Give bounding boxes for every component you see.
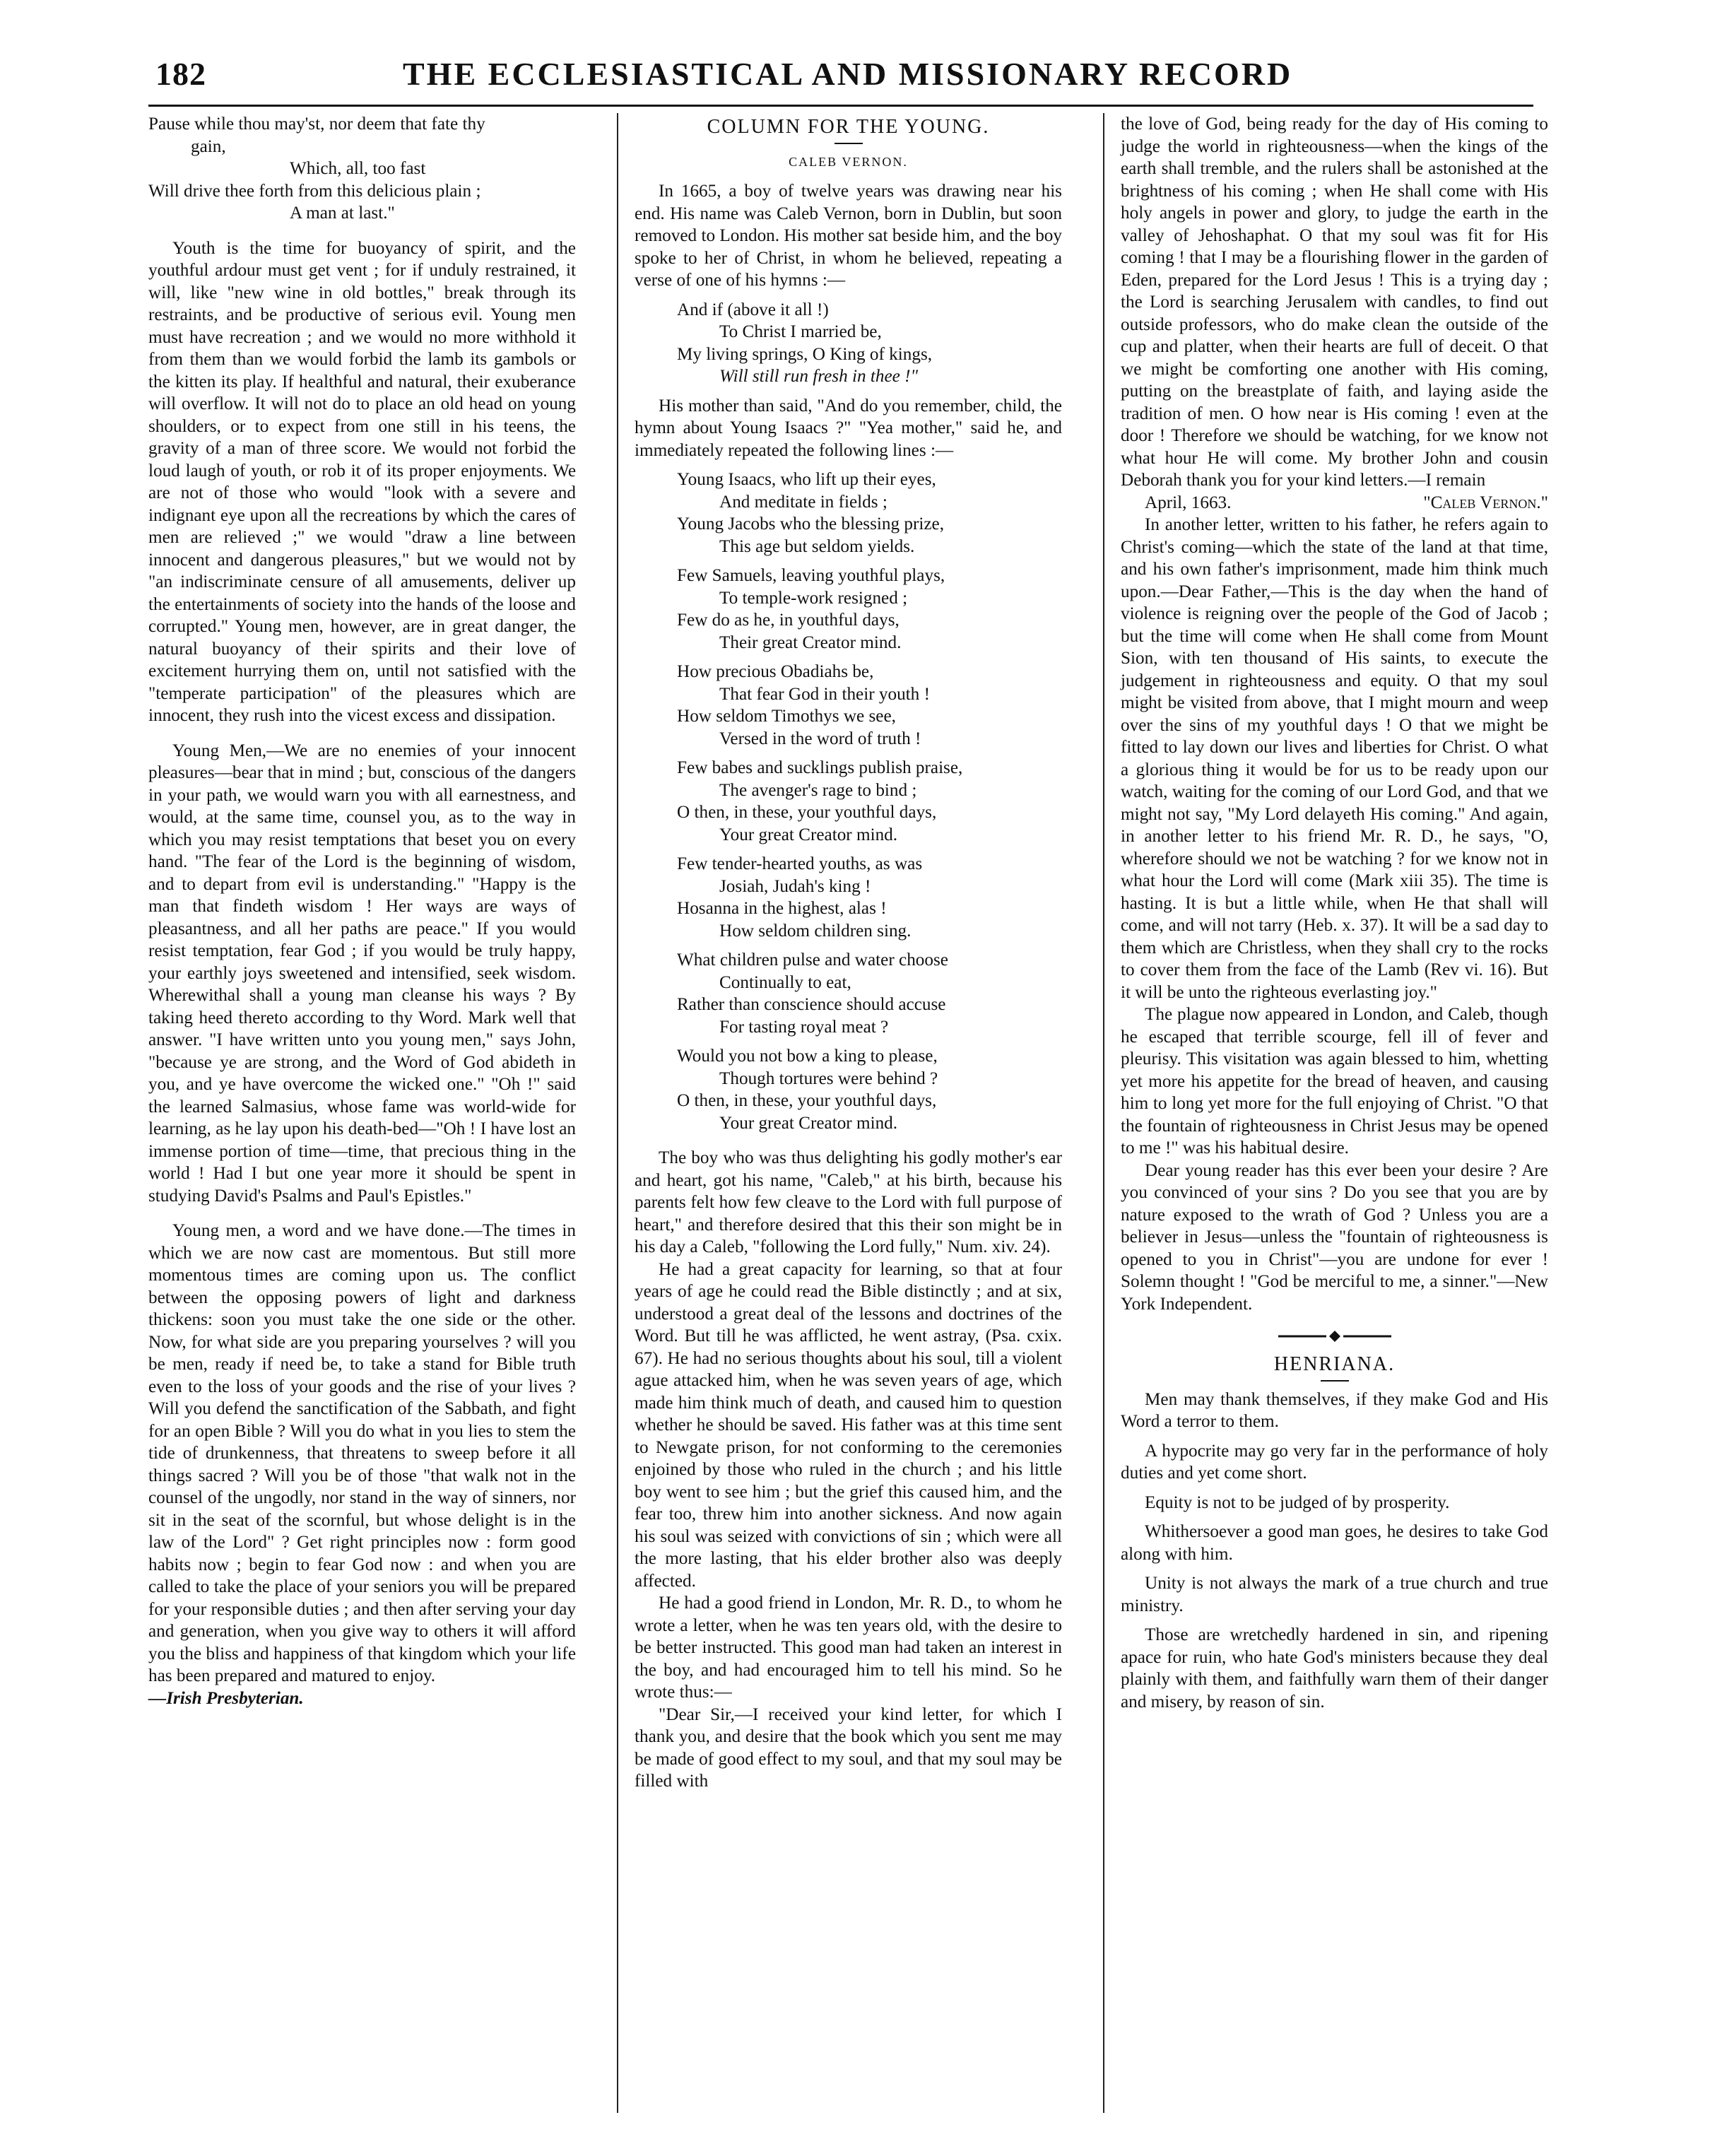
column-3 — [1121, 113, 1548, 1713]
paragraph: He had a good friend in London, Mr. R. D., to whom he wrote a letter, when he was ten years old, with the desire to be better instructed. This good man had taken an interest in the boy, and had encouraged him to tell his mind. So he wrote thus:— — [635, 1594, 1062, 1702]
verse-line: How precious Obadiahs be, — [677, 662, 874, 681]
verse-line: Pause while thou may'st, nor deem that fate thy — [148, 114, 485, 134]
verse-line: Though tortures were behind ? — [719, 1068, 938, 1088]
hymn-verse — [677, 299, 1062, 388]
title-dash — [835, 143, 863, 144]
verse-line: Continually to eat, — [719, 972, 851, 992]
verse-line: Hosanna in the highest, alas ! — [677, 899, 887, 918]
title-dash — [1321, 1380, 1349, 1382]
paragraph: In another letter, written to his father, he refers again to Christ's coming—which the state of the land at that time, and his own father's imprisonment, made him think much upon.—Dear Father,—This is the day when the hand of violence is reigning over the people of the God of Jacob ; but the time will come when He shall come from Mount Sion, with ten thousand of His saints, to execute the judgement in righteousness and equity. O that my soul might be visited from above, that I might mourn and weep over the sins of my youthful days ! O that we might be fitted to lay down our lives and liberties for Christ. O what a glorious thing it would be for us to be ready upon our watch, waiting for the coming of our Lord God, and that we might not say, "My Lord delayeth His coming." And again, in another letter to his friend Mr. R. D., he says, "O, wherefore should we not be watching ? for we know not in what hour the Lord will come (Mark xiii 35). The time is hasting. It is but a little while, when He that shall will come, and will not tarry (Heb. x. 37). It will be a sad day to them which are Christless, when they shall cry to the rocks to cover them from the face of the Lamb (Rev vi. 16). But it will be unto the righteous everlasting joy." — [1121, 515, 1548, 1002]
verse-line: Few Samuels, leaving youthful plays, — [677, 566, 945, 585]
section-title: COLUMN FOR THE YOUNG. — [707, 116, 990, 138]
letter-signature: "Caleb Vernon." — [1423, 493, 1548, 512]
verse-line: Few do as he, in youthful days, — [677, 611, 900, 630]
column-2 — [635, 113, 1062, 1793]
source-credit: —Irish Presbyterian. — [148, 1688, 304, 1708]
verse-line: Your great Creator mind. — [719, 825, 898, 844]
hymn-stanza — [677, 949, 1062, 1038]
verse-line: This age but seldom yields. — [719, 536, 915, 556]
running-title: THE ECCLESIASTICAL AND MISSIONARY RECORD — [403, 56, 1293, 92]
verse-line: My living springs, O King of kings, — [677, 344, 933, 364]
letter-closing — [1121, 492, 1548, 514]
paragraph: The boy who was thus delighting his godly mother's ear and heart, got his name, "Caleb," at his birth, because his parents felt how few cleave to the Lord with full purpose of heart," and therefore desired that this their son might be in his day a Caleb, "following the Lord fully," Num. xiv. 24). — [635, 1148, 1062, 1256]
paragraph: His mother than said, "And do you remember, child, the hymn about Young Isaacs ?" "Yea mother," said he, and immediately repeated the following lines :— — [635, 396, 1062, 460]
paragraph: The plague now appeared in London, and Caleb, though he escaped that terrible scourge, fell ill of fever and pleurisy. This visitation was again blessed to him, whetting yet more his appetite for the bread of heaven, and causing him to long yet more for the full enjoying of Christ. "O that the fountain of righteousness in Christ Jesus may be opened to me !" was his habitual desire. — [1121, 1005, 1548, 1157]
column-divider — [1103, 113, 1104, 2113]
saying: Whithersoever a good man goes, he desires to take God along with him. — [1121, 1522, 1548, 1564]
hymn-stanza — [677, 565, 1062, 654]
header-rule — [148, 105, 1533, 107]
saying: Men may thank themselves, if they make God and His Word a terror to them. — [1121, 1389, 1548, 1431]
verse-line: Their great Creator mind. — [719, 632, 902, 652]
verse-line: The avenger's rage to bind ; — [719, 780, 917, 800]
page-header — [148, 55, 1533, 105]
saying: Those are wretchedly hardened in sin, and ripening apace for ruin, who hate God's ministers because they deal plainly with them, and faithfully warn them of their danger and misery, by reason of sin. — [1121, 1625, 1548, 1712]
paragraph: Dear young reader has this ever been your desire ? Are you convinced of your sins ? Do you see that you are by nature exposed to the wrath of God ? Unless you are a believer in Jesus—unless the "fountain of righteousness is opened to you in Christ"—you are undone for ever ! Solemn thought ! "God be merciful to me, a sinner."—New York Independent. — [1121, 1160, 1548, 1314]
sayings-list — [1121, 1389, 1548, 1714]
hymn-stanzas — [635, 469, 1062, 1134]
letter-date: April, 1663. — [1145, 493, 1232, 512]
verse-line: To temple-work resigned ; — [719, 588, 908, 608]
section-ornament — [1278, 1329, 1391, 1343]
paragraph: Young men, a word and we have done.—The times in which we are now cast are momentous. But still more momentous times are coming upon us. The conflict between the opposing powers of light and darkness thickens: soon you must take the one side or the other. Now, for what side are you preparing yourselves ? will you be men, ready if need be, to take a stand for Bible truth even to the loss of your goods and the rise of your lives ? Will you defend the sanctification of the Sabbath, and fight for an open Bible ? Will you do what in you lies to stem the tide of drunkenness, that threatens to sweep before it all things sacred ? Will you be of those "that walk not in the counsel of the ungodly, nor stand in the way of sinners, nor sit in the seat of the scornful, but whose delight is in the law of the Lord" ? Get right principles now : form good habits now ; begin to fear God now : and when you are called to take the place of your seniors you will be prepared for your responsible duties ; and then after serving your day and generation, when you give way to others it will afford you the bliss and happiness of that kingdom which your life has been prepared and matured to enjoy. — [148, 1221, 576, 1685]
hymn-stanza — [677, 757, 1062, 846]
verse-line: Which, all, too fast — [290, 159, 426, 178]
verse-line: And if (above it all !) — [677, 300, 829, 319]
opening-verse — [148, 113, 576, 225]
verse-line: And meditate in fields ; — [719, 492, 888, 512]
verse-line: Few babes and sucklings publish praise, — [677, 758, 963, 777]
story-title: CALEB VERNON. — [789, 154, 908, 169]
verse-line: That fear God in their youth ! — [719, 684, 930, 704]
verse-line: A man at last." — [290, 204, 395, 223]
verse-line: How seldom children sing. — [719, 921, 912, 941]
saying: A hypocrite may go very far in the performance of holy duties and yet come short. — [1121, 1441, 1548, 1483]
verse-line: Your great Creator mind. — [719, 1113, 898, 1133]
paragraph: In 1665, a boy of twelve years was drawing near his end. His name was Caleb Vernon, born in Dublin, but soon removed to London. His mother sat beside him, and the boy spoke to her of Christ, in whom he believed, repeating a verse of one of his hymns :— — [635, 182, 1062, 290]
verse-line: For tasting royal meat ? — [719, 1017, 889, 1037]
verse-line: To Christ I married be, — [719, 322, 882, 341]
verse-line: Few tender-hearted youths, as was — [677, 854, 923, 873]
verse-line: Young Jacobs who the blessing prize, — [677, 514, 945, 534]
verse-line: What children pulse and water choose — [677, 950, 948, 970]
verse-line: Rather than conscience should accuse — [677, 995, 946, 1014]
paragraph: He had a great capacity for learning, so that at four years of age he could read the Bible distinctly ; and at six, understood a great deal of the lessons and doctrines of the Word. But till he was afflicted, he went astray, (Psa. cxix. 67). He had no serious thoughts about his soul, till a violent ague attacked him, when he was seven years of age, which made him think much of death, and caused him to question whether he should be saved. His father was at this time sent to Newgate prison, for not conforming to the ceremonies enjoined by those who ruled in the church ; and his little boy went to see him ; but the grief this caused him, and the fear too, threw him into another sickness. And now again his soul was seized with convictions of sin ; which were all the more lasting, that his elder brother also was deeply affected. — [635, 1259, 1062, 1591]
paragraph: the love of God, being ready for the day of His coming to judge the world in righteousness—when the kings of the earth shall tremble, and the rulers shall be astonished at the brightness of his coming ; when He shall come with His holy angels in power and glory, to judge the earth in the valley of Jehoshaphat. O that my soul was fit for His coming ! that I may be a flourishing flower in the garden of Eden, prepared for the Lord Jesus ! This is a trying day ; the Lord is searching Jerusalem with candles, to find out outside professors, who do make clean the outside of the cup and platter, when their hearts are full of deceit. O that we might be comforting one another with His coming, putting on the breastplate of faith, and laying aside the tradition of men. O how near is His coming ! even at the door ! Therefore we should be watching, for we know not what hour He will come. My brother John and cousin Deborah thank you for your kind letters.—I remain — [1121, 114, 1548, 490]
paragraph: Youth is the time for buoyancy of spirit, and the youthful ardour must get vent ; for if unduly restrained, it will, like "new wine in old bottles," break through its restraints, and be productive of serious evil. Young men must have recreation ; and we would no more withhold it from them than we would forbid the lamb its gambols or the kitten its play. If healthful and natural, their exuberance will overflow. It will not do to place an old head on young shoulders, or to expect from one still in his teens, the gravity of a man of three score. We would not forbid the loud laugh of youth, or rob it of its proper enjoyments. We are not of those who would "look with a severe and indignant eye upon all the recreations by which the cares of men are relieved ;" we would "draw a line between innocent and dangerous pleasures," but we would not by "an indiscriminate censure of all amusements, deliver up the entertainments of society into the hands of the loose and corrupted." Young men, however, are in great danger, the natural buoyancy of their spirits and their love of excitement hurrying them on, until not satisfied with the "temperate participation" of the pleasures which are innocent, they rush into the vicest excess and dissipation. — [148, 238, 576, 725]
hymn-stanza — [677, 469, 1062, 558]
hymn-stanza — [677, 661, 1062, 750]
verse-line: gain, — [191, 136, 226, 156]
hymn-stanza — [677, 853, 1062, 942]
saying: Unity is not always the mark of a true church and true ministry. — [1121, 1574, 1548, 1615]
verse-line: Will drive thee forth from this delicious plain ; — [148, 181, 481, 201]
column-divider — [617, 113, 618, 2113]
verse-line: O then, in these, your youthful days, — [677, 1091, 937, 1110]
section-title: HENRIANA. — [1273, 1353, 1396, 1375]
paragraph: Young Men,—We are no enemies of your innocent pleasures—bear that in mind ; but, conscious of the dangers in your path, we would warn you with all earnestness, and would, at the same time, counsel you, as to the way in which you may resist temptations that beset you on every hand. "The fear of the Lord is the beginning of wisdom, and to depart from evil is understanding." "Happy is the man that findeth wisdom ! Her ways are ways of pleasantness, and all her paths are peace." If you would resist temptation, fear God ; if you would be truly happy, your earthly joys sweetened and intensified, seek wisdom. Wherewithal shall a young man cleanse his ways ? By taking heed thereto according to thy Word. Mark well that answer. "I have written unto you young men," says John, "because ye are strong, and the Word of God abideth in you, and ye have overcome the wicked one." "Oh !" said the learned Salmasius, whose fame was world-wide for learning, as he lay upon his death-bed—"Oh ! I have lost an immense portion of time—time, that precious thing in the world ! Had I but one year more it should be spent in studying David's Psalms and Paul's Epistles." — [148, 741, 576, 1206]
verse-line: Will still run fresh in thee !" — [719, 367, 919, 386]
column-1 — [148, 113, 576, 1709]
saying: Equity is not to be judged of by prosperity. — [1145, 1492, 1450, 1512]
verse-line: Josiah, Judah's king ! — [719, 876, 871, 896]
hymn-stanza — [677, 1045, 1062, 1134]
verse-line: How seldom Timothys we see, — [677, 707, 896, 726]
verse-line: Young Isaacs, who lift up their eyes, — [677, 470, 936, 489]
verse-line: Versed in the word of truth ! — [719, 729, 921, 748]
verse-line: O then, in these, your youthful days, — [677, 803, 937, 822]
paragraph: "Dear Sir,—I received your kind letter, for which I thank you, and desire that the book which you sent me may be made of good effect to my soul, and that my soul may be filled with — [635, 1704, 1062, 1791]
verse-line: Would you not bow a king to please, — [677, 1047, 938, 1066]
page-number: 182 — [155, 56, 206, 92]
